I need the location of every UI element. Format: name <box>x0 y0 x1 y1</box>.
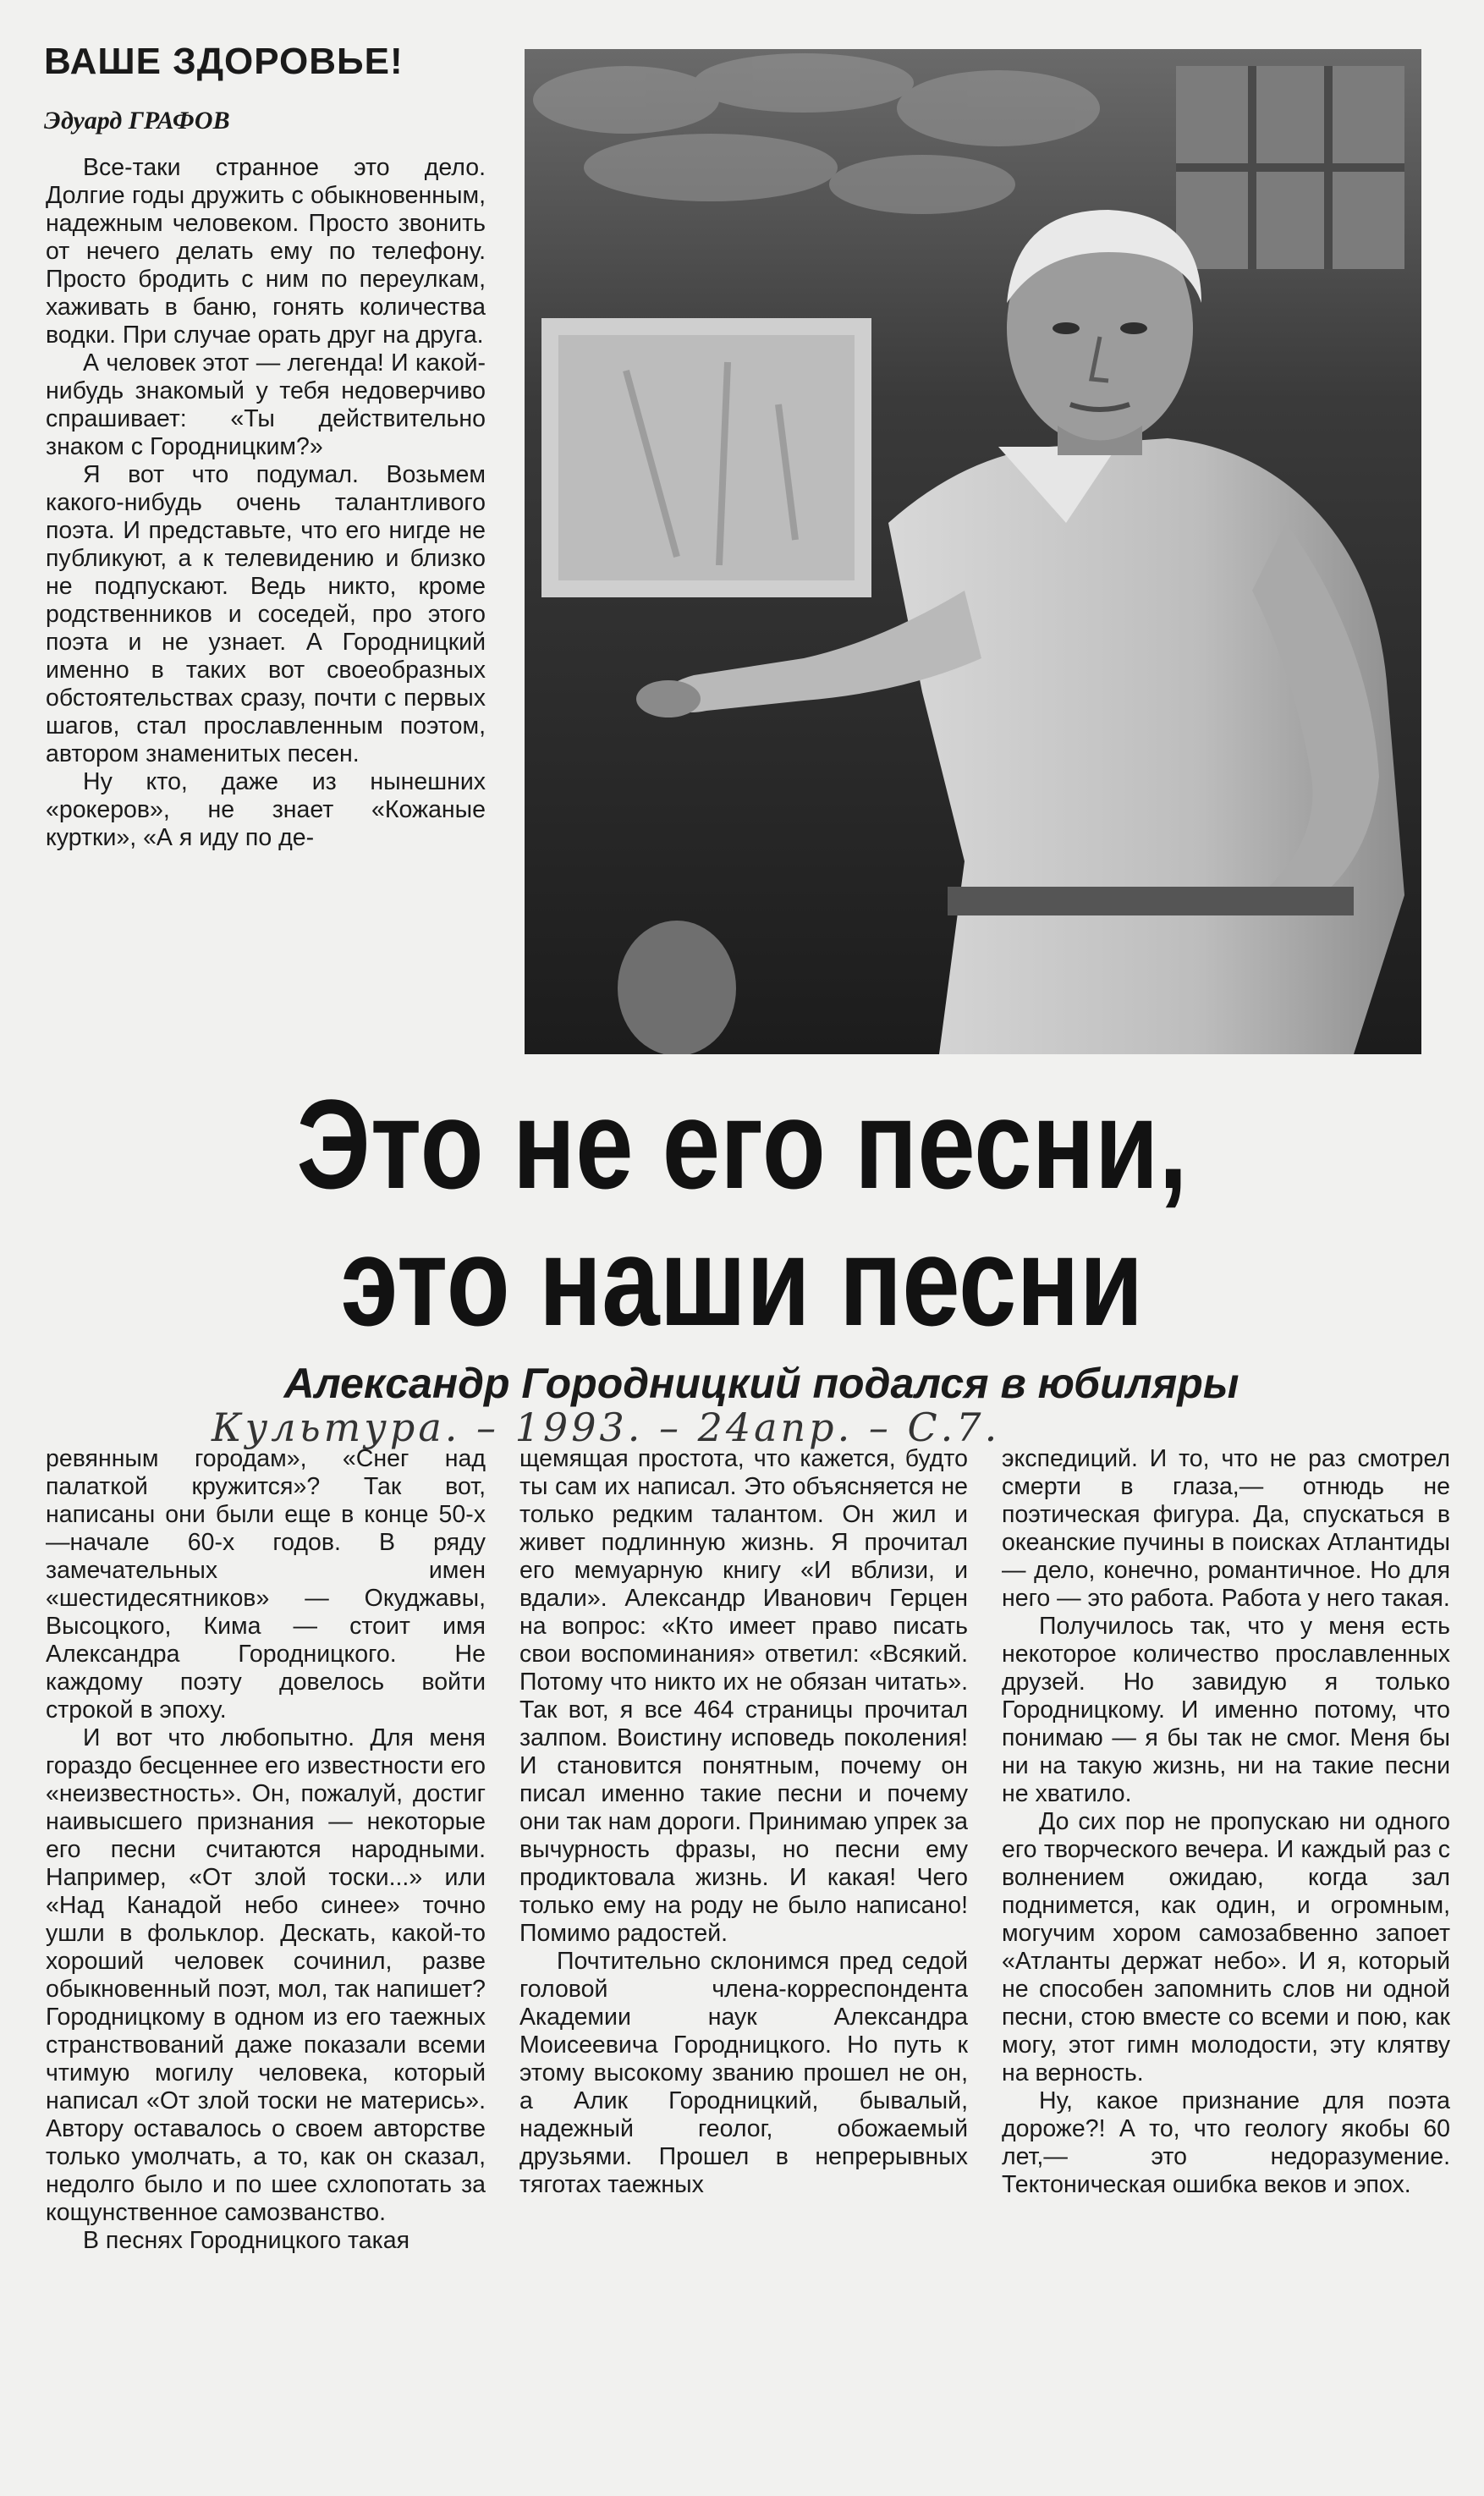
paragraph: И вот что любопытно. Для меня гораздо бесценнее его известности его «неизвестность». Он, пожалуй, достиг наивысшего признания — некоторые его песни считаются народными. Например, «От злой тоски...» или «Над Канадой небо синее» точно ушли в фольклор. Дескать, какой-то хороший человек сочинил, разве обыкновенный поэт, мол, так напишет? Городницкому в одном из его таежных странствований даже показали всеми чтимую могилу человека, который написал «От злой тоски не матерись». Автору оставалось о своем авторстве только умолчать, а то, как он сказал, недолго было и по шее схлопотать за кощунственное самозванство. <box>46 1724 486 2226</box>
paragraph: ревянным городам», «Снег над палаткой кружится»? Так вот, написаны они были еще в конце 50-х—начале 60-х годов. В ряду замечательных имен «шестидесятников» — Окуджавы, Высоцкого, Кима — стоит имя Александра Городницкого. Не каждому поэту довелось войти строкой в эпоху. <box>46 1445 486 1724</box>
paragraph: А человек этот — легенда! И какой-нибудь знакомый у тебя недоверчиво спрашивает: «Ты действительно знаком с Городницким?» <box>46 349 486 460</box>
portrait-photo <box>525 49 1421 1054</box>
article-column-3 <box>519 1445 968 2486</box>
article-column-1 <box>46 154 486 1059</box>
paragraph: Все-таки странное это дело. Долгие годы дружить с обыкновенным, надежным человеком. Просто звонить от нечего делать ему по телефону. Просто бродить с ним по переулкам, хаживать в баню, гонять количества водки. При случае орать друг на друга. <box>46 154 486 349</box>
paragraph: Получилось так, что у меня есть некоторое количество прославленных друзей. Но завидую я только Городницкому. И именно потому, что понимаю — я бы так не смог. Меня бы ни на такую жизнь, ни на такие песни не хватило. <box>1002 1613 1450 1807</box>
handwritten-source-note: Культура. – 1993. – 24апр. – С.7. <box>212 1405 1001 1450</box>
paragraph: экспедиций. И то, что не раз смотрел смерти в глаза,— отнюдь не поэтическая фигура. Да, спускаться в океанские пучины в поисках Атлантиды— дело, конечно, романтичное. Но для него — это работа. Работа у него такая. <box>1002 1445 1450 1612</box>
paragraph: щемящая простота, что кажется, будто ты сам их написал. Это объясняется не только редким талантом. Он жил и живет подлинную жизнь. Я прочитал его мемуарную книгу «И вблизи, и вдали». Александр Иванович Герцен на вопрос: «Кто имеет право писать свои воспоминания» ответил: «Всякий. Потому что никто их не обязан читать». Так вот, я все 464 страницы прочитал залпом. Воистину исповедь поколения! И становится понятным, почему он писал именно такие песни и почему они так нам дороги. Принимаю упрек за вычурность фразы, но песни ему продиктовала жизнь. И какая! Чего только ему на роду не было написано! Помимо радостей. <box>519 1445 968 1947</box>
paragraph: Ну, какое признание для поэта дороже?! А то, что геологу якобы 60 лет,— это недоразумение. Тектоническая ошибка веков и эпох. <box>1002 2087 1450 2198</box>
paragraph: Я вот что подумал. Возьмем какого-нибудь очень талантливого поэта. И представьте, что его нигде не публикуют, а к телевидению и близко не подпускают. Ведь никто, кроме родственников и соседей, про этого поэта и не узнает. А Городницкий именно в таких вот своеобразных обстоятельствах сразу, почти с первых шагов, стал прославленным поэтом, автором знаменитых песен. <box>46 461 486 767</box>
subheadline: Александр Городницкий подался в юбиляры <box>283 1360 1239 1407</box>
headline-line-1: Это не его песни, <box>296 1073 1188 1215</box>
rubric-title: ВАШЕ ЗДОРОВЬЕ! <box>44 41 404 82</box>
paragraph: Ну кто, даже из нынешних «рокеров», не знает «Кожаные куртки», «А я иду по де- <box>46 768 486 851</box>
paragraph: До сих пор не пропускаю ни одного его творческого вечера. И каждый раз с волнением ожидаю, когда зал поднимется, как один, и огромным, могучим хором самозабвенно запоет «Атланты держат небо». И я, который не способен запомнить слов ни одной песни, стою вместе со всеми и пою, как могу, этот гимн молодости, эту клятву на верность. <box>1002 1808 1450 2086</box>
headline-line-2: это наши песни <box>340 1210 1144 1352</box>
paragraph: В песнях Городницкого такая <box>83 2227 410 2254</box>
portrait-photo-illustration <box>525 49 1421 1054</box>
article-column-2 <box>46 1445 486 2486</box>
author-byline: Эдуард ГРАФОВ <box>44 107 230 135</box>
article-column-4 <box>1002 1445 1450 2486</box>
paragraph: Почтительно склонимся пред седой головой члена-корреспондента Академии наук Александра Моисеевича Городницкого. Но путь к этому высокому званию прошел не он, а Алик Городницкий, бывалый, надежный геолог, обожаемый друзьями. Прошел в непрерывных тяготах таежных <box>519 1948 968 2198</box>
